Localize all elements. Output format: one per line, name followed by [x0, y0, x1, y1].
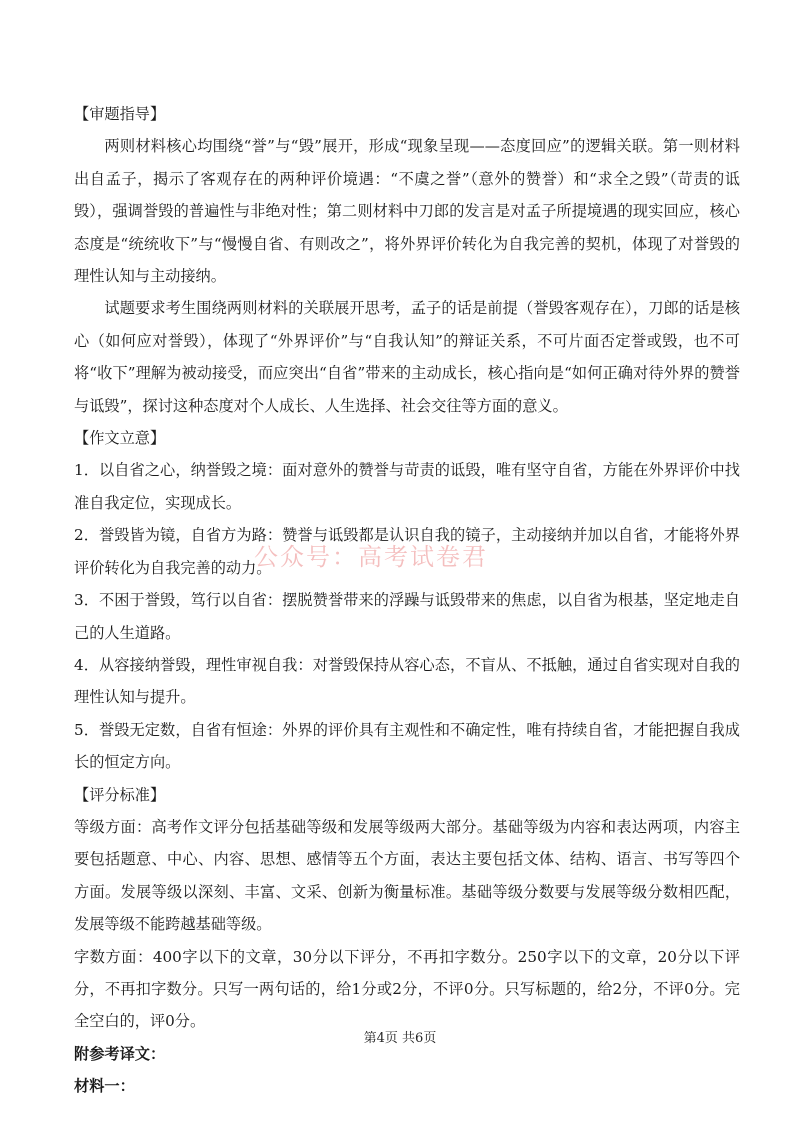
intent-item: 5．誉毁无定数，自省有恒途：外界的评价具有主观性和不确定性，唯有持续自省，才能把握自我成长的恒定方向。 [74, 720, 740, 772]
criteria-paragraph-grade: 等级方面：高考作文评分包括基础等级和发展等级两大部分。基础等级为内容和表达两项，内容主要包括题意、中心、内容、思想、感情等五个方面，表达主要包括文体、结构、语言、书写等四个方面。发展等级以深刻、丰富、文采、创新为衡量标准。基础等级分数要与发展等级分数相匹配，发展等级不能跨越基础等级。 [74, 817, 740, 934]
watermark-text: 公众号：高考试卷君 [254, 543, 488, 571]
intent-item: 2．誉毁皆为镜，自省方为路：赞誉与诋毁都是认识自我的镜子，主动接纳并加以自省，才能将外界评价转化为自我完善的动力。 [74, 526, 740, 577]
document-body [74, 98, 740, 1103]
intent-heading: 【作文立意】 [74, 429, 166, 448]
review-paragraph-2: 试题要求考生围绕两则材料的关联展开思考，孟子的话是前提（誉毁客观存在），刀郎的话是核心（如何应对誉毁），体现了“外界评价”与“自我认知”的辩证关系，不可片面否定誉或毁，也不可将“收下”理解为被动接受，而应突出“自省”带来的主动成长，核心指向是“如何正确对待外界的赞誉与诋毁”，探讨这种态度对个人成长、人生选择、社会交往等方面的意义。 [74, 299, 740, 415]
page-footer: 第4页 共6页 [363, 1031, 437, 1046]
appendix-label: 附参考译文： [74, 1044, 166, 1063]
intent-item: 1．以自省之心，纳誉毁之境：面对意外的赞誉与苛责的诋毁，唯有坚守自省，方能在外界评价中找准自我定位，实现成长。 [74, 461, 740, 512]
intent-item: 4．从容接纳誉毁，理性审视自我：对誉毁保持从容心态，不盲从、不抵触，通过自省实现对自我的理性认知与提升。 [74, 655, 740, 707]
material-one-label: 材料一： [74, 1077, 135, 1096]
review-paragraph-1: 两则材料核心均围绕“誉”与“毁”展开，形成“现象呈现——态度回应”的逻辑关联。第一则材料出自孟子，揭示了客观存在的两种评价境遇：“不虞之誉”（意外的赞誉）和“求全之毁”（苛责的诋毁），强调誉毁的普遍性与非绝对性；第二则材料中刀郎的发言是对孟子所提境遇的现实回应，核心态度是“统统收下”与“慢慢自省、有则改之”，将外界评价转化为自我完善的契机，体现了对誉毁的理性认知与主动接纳。 [74, 137, 740, 286]
criteria-paragraph-wordcount: 字数方面：400字以下的文章，30分以下评分，不再扣字数分。250字以下的文章，20分以下评分，不再扣字数分。只写一两句话的，给1分或2分，不评0分。只写标题的，给2分，不评0分。完全空白的，评0分。 [74, 947, 740, 1031]
criteria-heading: 【评分标准】 [74, 785, 166, 804]
intent-item: 3．不困于誉毁，笃行以自省：摆脱赞誉带来的浮躁与诋毁带来的焦虑，以自省为根基，坚定地走自己的人生道路。 [74, 591, 740, 642]
review-heading: 【审题指导】 [74, 105, 166, 123]
